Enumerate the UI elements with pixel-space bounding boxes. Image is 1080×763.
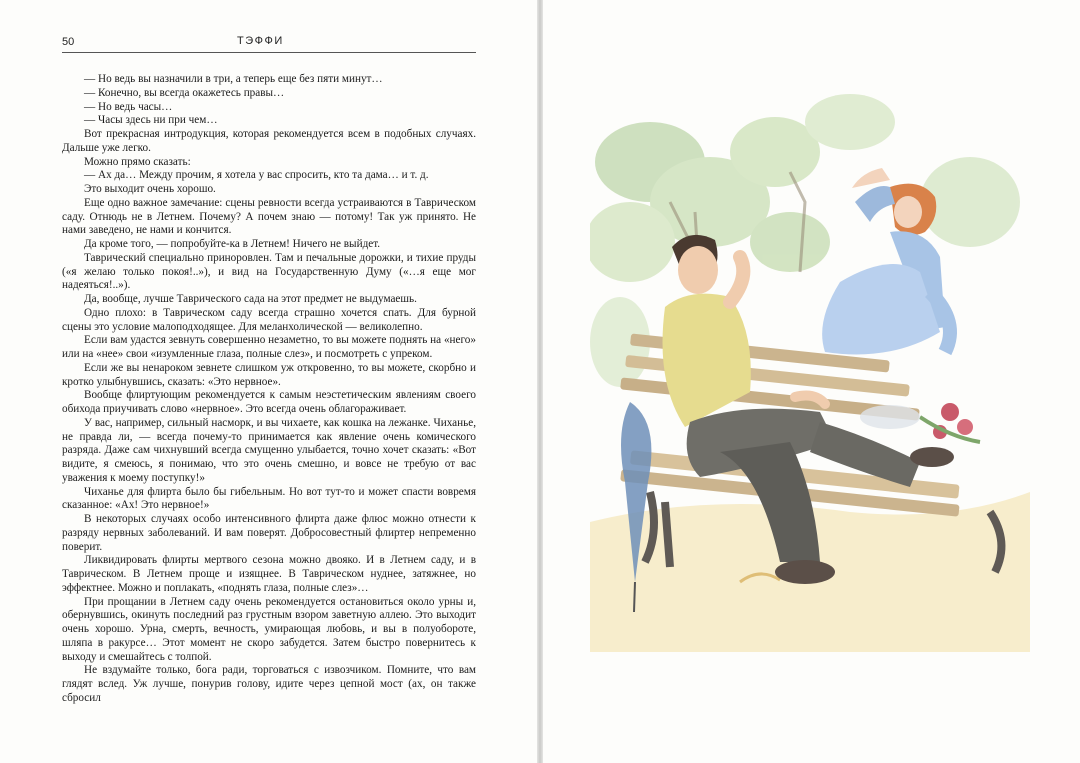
paragraph: Можно прямо сказать:	[84, 155, 191, 168]
paragraph: Еще одно важное замечание: сцены ревности всегда устраиваются в Таврическом саду. Отнюдь не в Летнем. Почему? А почем знаю — потому! Так уж принято. Не нами заведено, не нами и кончится.	[62, 196, 476, 237]
paragraph: Вообще флиртующим рекомендуется к самым неэстетическим явлениям своего обихода приучивать слово «нервное». Это всегда очень облагораживает.	[62, 389, 476, 415]
page-number: 50	[62, 36, 75, 48]
paragraph: Чиханье для флирта было бы гибельным. Но вот тут-то и может спасти вовремя сказанное: «Ах! Это нервное!»	[62, 485, 476, 512]
paragraph: Таврический специально приноровлен. Там и печальные дорожки, и тихие пруды («я желаю только покоя!..»), и вид на Государственную Думу («…я еще мог надеяться!..»).	[62, 251, 476, 292]
running-head: ТЭФФИ	[237, 35, 284, 47]
paragraph: — Часы здесь ни при чем…	[84, 114, 218, 127]
paragraph: Да, вообще, лучше Таврического сада на этот предмет не выдумаешь.	[84, 293, 417, 305]
paragraph: — Конечно, вы всегда окажетесь правы…	[84, 86, 285, 99]
paragraph: В некоторых случаях особо интенсивного флирта даже флюс можно отнести к разряду нервных заболеваний. И вам поверят. Добросовестный флиртер непременно поверит.	[62, 513, 476, 553]
paragraph: — Но ведь вы назначили в три, а теперь еще без пяти минут…	[84, 73, 383, 85]
body-text	[62, 73, 476, 706]
paragraph: Одно плохо: в Таврическом саду всегда страшно хочется спать. Для бурной сцены это условие малоподходящее. Для меланхолической — великолепно.	[62, 306, 476, 333]
paragraph: Да кроме того, — попробуйте-ка в Летнем! Ничего не выйдет.	[84, 238, 381, 250]
paragraph: Не вздумайте только, бога ради, торговаться с извозчиком. Помните, что вам глядят вслед. Уж лучше, понурив голову, идите через цепной мост (ах, он также сбросил	[62, 664, 476, 704]
paragraph: — Ах да… Между прочим, я хотела у вас спросить, кто та дама… и т. д.	[84, 169, 429, 182]
paragraph: Это выходит очень хорошо.	[84, 183, 216, 195]
book-gutter	[537, 0, 543, 763]
paragraph: Если вам удастся зевнуть совершенно незаметно, то вы можете поднять на «него» или на «нее» свои «изумленные глаза, полные слез», и посмотреть с упреком.	[62, 334, 476, 360]
paragraph: Вот прекрасная интродукция, которая рекомендуется всем в подобных случаях. Дальше уже легко.	[62, 128, 476, 154]
paragraph: Ликвидировать флирты мертвого сезона можно двояко. И в Летнем саду, и в Таврическом. В Летнем проще и изящнее. В Таврическом нуднее, затяжнее, но эффектнее. Можно и поплакать, «поднять глаза, полные слез»…	[62, 554, 476, 594]
page-header	[62, 34, 476, 52]
flowers	[860, 403, 980, 442]
paragraph: — Но ведь часы…	[84, 100, 173, 113]
paragraph: У вас, например, сильный насморк, и вы чихаете, как кошка на лежанке. Чиханье, не правда ли, — всегда почему-то принимается как явление очень комического разряда. Даже сам чихнувший всегда смущенно улыбается, точно хочет сказать: «Вот видите, я смеюсь, я понимаю, что это очень смешно, и вовсе не требую от вас уважения к моему поступку!»	[62, 416, 476, 484]
woman-figure	[822, 168, 950, 355]
paragraph: Если же вы ненароком зевнете слишком уж откровенно, то вы можете, скорбно и кротко улыбнувшись, сказать: «Это нервное».	[62, 361, 476, 388]
header-rule	[62, 52, 476, 53]
watercolor-illustration-icon	[590, 92, 1030, 652]
paragraph: При прощании в Летнем саду очень рекомендуется остановиться около урны и, обернувшись, окинуть последний раз грустным взором заветную аллею. Это выходит очень хорошо. Урна, смерть, вечность, умирающая любовь, и вы в полуобороте, шляпа в ракурсе… Этот момент не скоро забудется. Затем быстро повернитесь к выходу и смешайтесь с толпой.	[62, 595, 476, 663]
